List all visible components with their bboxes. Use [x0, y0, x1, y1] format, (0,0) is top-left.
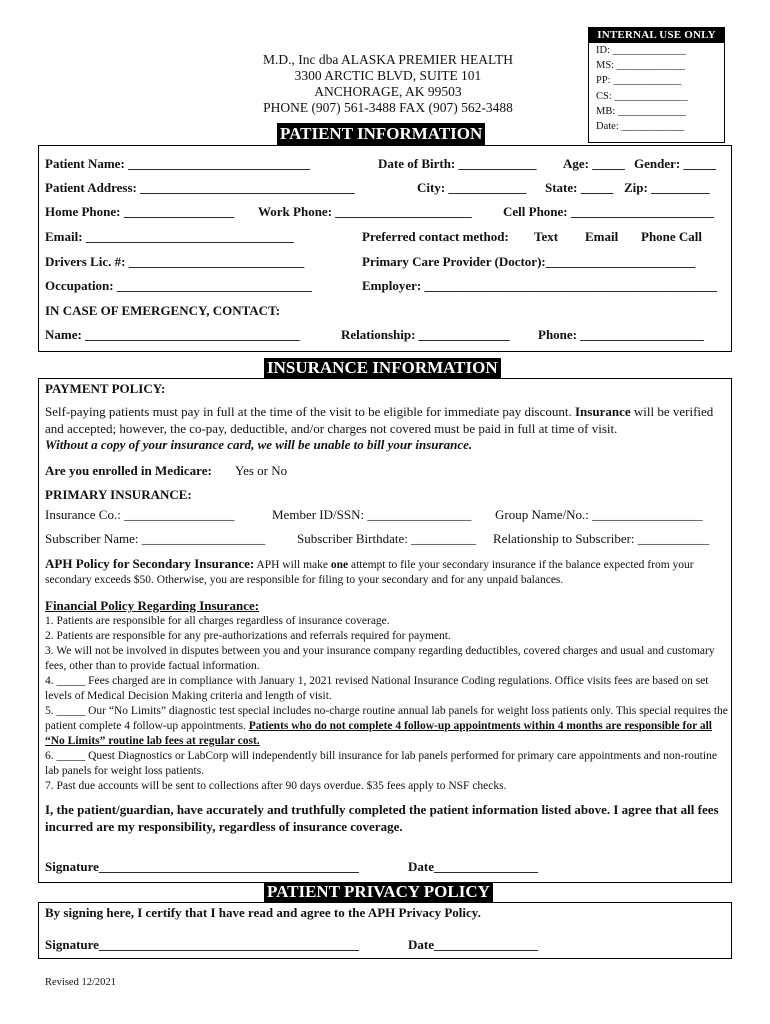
emergency-name-field[interactable]: Name: _________________________________ [45, 327, 300, 342]
financial-policy-item-4: 4. _____ Fees charged are in compliance with January 1, 2021 revised National Insurance Coding regulations. Office visits fees are based on set levels of Medical Decision Making criteria and length of visit. [45, 675, 709, 702]
medicare-answer-options[interactable]: Yes or No [235, 463, 288, 478]
certification-statement: I, the patient/guardian, have accurately and truthfully completed the patient information listed above. I agree that all fees incurred are my responsibility, regardless of insurance coverage. [45, 802, 719, 834]
clinic-city: ANCHORAGE, AK 99503 [314, 84, 462, 99]
work-phone-field[interactable]: Work Phone: _____________________ [258, 204, 472, 219]
privacy-policy-text: By signing here, I certify that I have read and agree to the APH Privacy Policy. [45, 905, 481, 920]
insurance-date-field[interactable]: Date________________ [408, 859, 538, 874]
state-field[interactable]: State: _____ [545, 180, 614, 195]
internal-use-header: INTERNAL USE ONLY [589, 28, 724, 43]
clinic-street: 3300 ARCTIC BLVD, SUITE 101 [294, 68, 482, 83]
insurance-bold: Insurance [575, 404, 631, 419]
internal-pp-field[interactable]: PP: _____________ [596, 75, 682, 87]
clinic-phone: PHONE (907) 561-3488 FAX (907) 562-3488 [263, 100, 513, 115]
insurance-card-notice: Without a copy of your insurance card, we will be unable to bill your insurance. [45, 437, 473, 452]
financial-policy-item-3: 3. We will not be involved in disputes between you and your insurance company regarding deductibles, covered charges and usual and customary fees, other than to provide factual information. [45, 645, 715, 672]
financial-policy-item-6: 6. _____ Quest Diagnostics or LabCorp will independently bill insurance for lab panels performed for primary care appointments and non-routine lab panels for weight loss patients. [45, 750, 717, 777]
financial-policy-heading: Financial Policy Regarding Insurance: [45, 598, 260, 613]
patient-info-box [38, 145, 732, 352]
medicare-question: Are you enrolled in Medicare: [45, 463, 212, 478]
clinic-address [238, 52, 538, 116]
revised-date: Revised 12/2021 [45, 977, 116, 988]
member-id-field[interactable]: Member ID/SSN: ________________ [272, 507, 472, 522]
contact-option-phone[interactable]: Phone Call [641, 229, 703, 244]
internal-id-field[interactable]: ID: ______________ [596, 45, 687, 56]
financial-policy-item-5: 5. _____ Our “No Limits” diagnostic test special includes no-charge routine annual lab panels for weight loss patients only. This special requires the patient complete 4 follow-up appointments. Patients who do not complete 4 follow-up appointments within 4 months are responsible for all “No Limits” routine lab fees at regular cost. [45, 705, 728, 747]
patient-address-field[interactable]: Patient Address: _________________________________ [45, 180, 355, 195]
financial-policy-item-7: 7. Past due accounts will be sent to collections after 90 days overdue. $35 fees apply to NSF checks. [45, 780, 507, 792]
internal-date-field[interactable]: Date: ____________ [596, 121, 685, 133]
privacy-date-field[interactable]: Date________________ [408, 937, 538, 952]
employer-field[interactable]: Employer: _____________________________________________ [362, 278, 717, 293]
internal-cs-field[interactable]: CS: ______________ [596, 90, 688, 102]
financial-policy-list [45, 614, 729, 794]
contact-option-email[interactable]: Email [585, 229, 619, 244]
cell-phone-field[interactable]: Cell Phone: ______________________ [503, 204, 714, 219]
payment-policy-text: Self-paying patients must pay in full at the time of the visit to be eligible for immediate pay discount. Insurance will be verified and accepted; however, the co-pay, deductible, and/or charges not covered must be paid in full at time of visit. Without a copy of your insurance card, we will be unable to bill your insurance. [45, 404, 714, 452]
emergency-phone-field[interactable]: Phone: ___________________ [538, 327, 704, 342]
insurance-info-title: INSURANCE INFORMATION [264, 358, 501, 378]
insurance-signature-field[interactable]: Signature________________________________________ [45, 859, 359, 874]
subscriber-birthdate-field[interactable]: Subscriber Birthdate: __________ [297, 531, 477, 546]
occupation-field[interactable]: Occupation: ______________________________ [45, 278, 312, 293]
financial-policy-item-2: 2. Patients are responsible for any pre-authorizations and referrals required for payment. [45, 630, 451, 642]
patient-info-title: PATIENT INFORMATION [277, 123, 485, 145]
age-field[interactable]: Age: _____ [563, 156, 625, 171]
privacy-signature-field[interactable]: Signature________________________________________ [45, 937, 359, 952]
internal-ms-field[interactable]: MS: _____________ [596, 60, 685, 72]
no-limits-warning: Patients who do not complete 4 follow-up appointments within 4 months are responsible for all “No Limits” routine lab fees at regular cost. [45, 720, 712, 747]
primary-insurance-heading: PRIMARY INSURANCE: [45, 487, 192, 502]
emergency-contact-heading: IN CASE OF EMERGENCY, CONTACT: [45, 303, 281, 318]
primary-care-provider-field[interactable]: Primary Care Provider (Doctor):_______________________ [362, 254, 696, 269]
secondary-policy-heading: APH Policy for Secondary Insurance: [45, 556, 255, 571]
secondary-insurance-policy: APH Policy for Secondary Insurance: APH will make one attempt to file your secondary insurance if the balance expected from your secondary exceeds $50. Otherwise, you are responsible for filing to your secondary and for any unpaid balances. [45, 556, 694, 586]
subscriber-name-field[interactable]: Subscriber Name: ___________________ [45, 531, 266, 546]
home-phone-field[interactable]: Home Phone: _________________ [45, 204, 235, 219]
privacy-policy-title: PATIENT PRIVACY POLICY [264, 882, 493, 902]
financial-policy-item-1: 1. Patients are responsible for all charges regardless of insurance coverage. [45, 615, 390, 627]
patient-name-field[interactable]: Patient Name: ____________________________ [45, 156, 311, 171]
insurance-company-field[interactable]: Insurance Co.: _________________ [45, 507, 235, 522]
dob-field[interactable]: Date of Birth: ____________ [378, 156, 537, 171]
preferred-contact-label: Preferred contact method: [362, 229, 509, 244]
payment-policy-heading: PAYMENT POLICY: [45, 381, 166, 396]
email-field[interactable]: Email: ________________________________ [45, 229, 294, 244]
zip-field[interactable]: Zip: _________ [624, 180, 710, 195]
internal-use-box [588, 27, 725, 143]
emergency-relationship-field[interactable]: Relationship: ______________ [341, 327, 510, 342]
contact-option-text[interactable]: Text [534, 229, 559, 244]
group-name-field[interactable]: Group Name/No.: _________________ [495, 507, 703, 522]
drivers-license-field[interactable]: Drivers Lic. #: ___________________________ [45, 254, 305, 269]
city-field[interactable]: City: ____________ [417, 180, 527, 195]
gender-field[interactable]: Gender: _____ [634, 156, 716, 171]
clinic-name: M.D., Inc dba ALASKA PREMIER HEALTH [262, 52, 513, 67]
internal-mb-field[interactable]: MB: _____________ [596, 105, 687, 117]
relationship-to-subscriber-field[interactable]: Relationship to Subscriber: ___________ [493, 531, 710, 546]
